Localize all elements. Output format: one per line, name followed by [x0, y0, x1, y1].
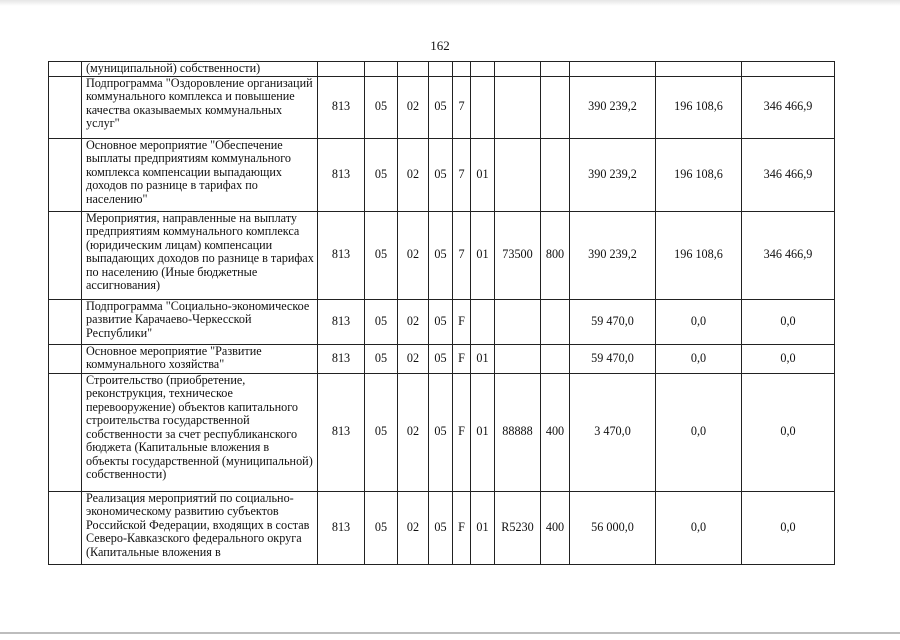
cell-c2: 05	[365, 76, 398, 138]
cell-v2: 196 108,6	[656, 211, 742, 299]
cell-c7	[495, 299, 541, 344]
cell-c1	[318, 62, 365, 77]
table-row	[49, 373, 835, 491]
cell-v1: 59 470,0	[570, 299, 656, 344]
table-row	[49, 138, 835, 211]
table-row	[49, 491, 835, 564]
cell-v1: 3 470,0	[570, 373, 656, 491]
cell-c5: F	[453, 299, 471, 344]
row-number-cell	[49, 76, 82, 138]
row-number-cell	[49, 344, 82, 373]
page-number: 162	[430, 38, 450, 53]
cell-v3: 346 466,9	[742, 76, 835, 138]
cell-c5: 7	[453, 211, 471, 299]
item-name-cell: Строительство (приобретение, реконструкция, техническое перевооружение) объектов капитального строительства государственной собственности за счет республиканского бюджета (Капитальные вложения в объекты государственной (муниципальной) собственности)	[82, 373, 318, 491]
cell-c5: F	[453, 373, 471, 491]
table-row	[49, 211, 835, 299]
cell-v3: 346 466,9	[742, 138, 835, 211]
cell-c6: 01	[471, 491, 495, 564]
cell-v1: 390 239,2	[570, 76, 656, 138]
cell-c8	[541, 344, 570, 373]
cell-c7: 88888	[495, 373, 541, 491]
cell-c3: 02	[398, 76, 429, 138]
cell-v2: 0,0	[656, 491, 742, 564]
cell-c7	[495, 344, 541, 373]
cell-c6: 01	[471, 373, 495, 491]
cell-c3: 02	[398, 211, 429, 299]
row-number-cell	[49, 211, 82, 299]
budget-table	[48, 61, 835, 565]
item-name-cell: Основное мероприятие "Обеспечение выплаты предприятиям коммунального комплекса компенсации выпадающих доходов по разнице в тарифах по населению"	[82, 138, 318, 211]
cell-c2: 05	[365, 211, 398, 299]
cell-c7	[495, 62, 541, 77]
cell-c2: 05	[365, 299, 398, 344]
cell-v1: 56 000,0	[570, 491, 656, 564]
cell-c8	[541, 299, 570, 344]
cell-c8	[541, 76, 570, 138]
cell-c3: 02	[398, 344, 429, 373]
scan-edge-top	[0, 0, 900, 6]
cell-c8	[541, 138, 570, 211]
cell-c6	[471, 76, 495, 138]
cell-v3: 0,0	[742, 299, 835, 344]
cell-c6	[471, 299, 495, 344]
cell-c4: 05	[429, 299, 453, 344]
cell-c3	[398, 62, 429, 77]
row-number-cell	[49, 138, 82, 211]
cell-c3: 02	[398, 299, 429, 344]
cell-c4: 05	[429, 76, 453, 138]
cell-c4: 05	[429, 344, 453, 373]
cell-v1: 390 239,2	[570, 138, 656, 211]
cell-c4: 05	[429, 138, 453, 211]
cell-c8: 800	[541, 211, 570, 299]
cell-v3: 0,0	[742, 344, 835, 373]
cell-v2: 0,0	[656, 299, 742, 344]
cell-c3: 02	[398, 138, 429, 211]
table-row	[49, 299, 835, 344]
cell-c4: 05	[429, 211, 453, 299]
item-name-cell: Мероприятия, направленные на выплату предприятиям коммунального комплекса (юридическим лицам) компенсации выпадающих доходов по разнице в тарифах по населению (Иные бюджетные ассигнования)	[82, 211, 318, 299]
table-body	[49, 62, 835, 565]
cell-v2: 0,0	[656, 344, 742, 373]
cell-c1: 813	[318, 299, 365, 344]
cell-v2: 196 108,6	[656, 76, 742, 138]
cell-v3	[742, 62, 835, 77]
cell-v2	[656, 62, 742, 77]
row-number-cell	[49, 491, 82, 564]
cell-c8	[541, 62, 570, 77]
row-number-cell	[49, 299, 82, 344]
item-name-cell: (муниципальной) собственности)	[82, 62, 318, 77]
table-row	[49, 62, 835, 77]
table-row	[49, 344, 835, 373]
cell-c1: 813	[318, 344, 365, 373]
cell-c5: F	[453, 344, 471, 373]
cell-v2: 196 108,6	[656, 138, 742, 211]
item-name-cell: Реализация мероприятий по социально-экономическому развитию субъектов Российской Федерации, входящих в состав Северо-Кавказского федерального округа (Капитальные вложения в	[82, 491, 318, 564]
cell-c2: 05	[365, 138, 398, 211]
cell-c6	[471, 62, 495, 77]
table-row	[49, 76, 835, 138]
item-name-cell: Подпрограмма "Оздоровление организаций коммунального комплекса и повышение качества оказываемых коммунальных услуг"	[82, 76, 318, 138]
cell-c6: 01	[471, 211, 495, 299]
cell-c8: 400	[541, 491, 570, 564]
row-number-cell	[49, 373, 82, 491]
cell-c2: 05	[365, 373, 398, 491]
cell-c1: 813	[318, 138, 365, 211]
cell-c4	[429, 62, 453, 77]
scan-edge-bottom	[0, 632, 900, 634]
cell-c2: 05	[365, 344, 398, 373]
cell-c5: 7	[453, 76, 471, 138]
cell-v3: 0,0	[742, 491, 835, 564]
cell-c5	[453, 62, 471, 77]
cell-c7	[495, 138, 541, 211]
cell-c2	[365, 62, 398, 77]
cell-c1: 813	[318, 373, 365, 491]
cell-c5: F	[453, 491, 471, 564]
cell-v1: 390 239,2	[570, 211, 656, 299]
row-number-cell	[49, 62, 82, 77]
item-name-cell: Основное мероприятие "Развитие коммунального хозяйства"	[82, 344, 318, 373]
cell-c6: 01	[471, 344, 495, 373]
cell-c1: 813	[318, 491, 365, 564]
cell-c4: 05	[429, 373, 453, 491]
cell-c2: 05	[365, 491, 398, 564]
cell-c3: 02	[398, 373, 429, 491]
cell-c7	[495, 76, 541, 138]
cell-c1: 813	[318, 211, 365, 299]
cell-c1: 813	[318, 76, 365, 138]
cell-v3: 346 466,9	[742, 211, 835, 299]
cell-c8: 400	[541, 373, 570, 491]
cell-c3: 02	[398, 491, 429, 564]
cell-c4: 05	[429, 491, 453, 564]
cell-c7: R5230	[495, 491, 541, 564]
cell-c7: 73500	[495, 211, 541, 299]
cell-c5: 7	[453, 138, 471, 211]
cell-v1: 59 470,0	[570, 344, 656, 373]
cell-v3: 0,0	[742, 373, 835, 491]
item-name-cell: Подпрограмма "Социально-экономическое развитие Карачаево-Черкесской Республики"	[82, 299, 318, 344]
cell-v1	[570, 62, 656, 77]
cell-c6: 01	[471, 138, 495, 211]
cell-v2: 0,0	[656, 373, 742, 491]
